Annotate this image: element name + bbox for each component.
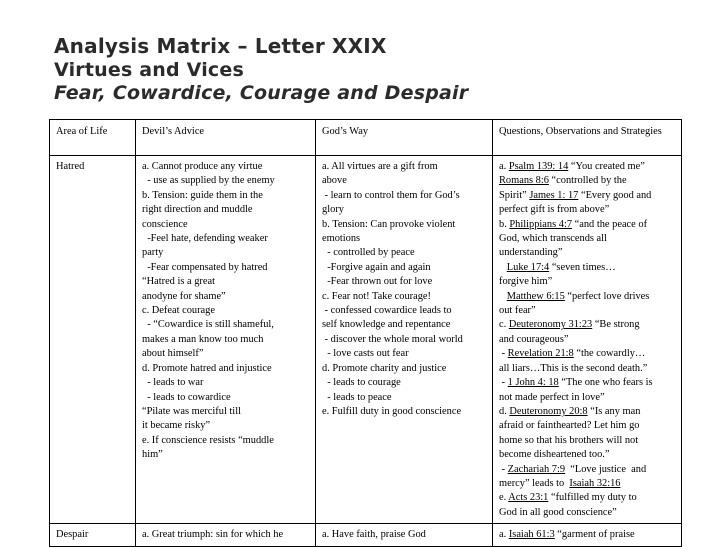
cell-line: e. Fulfill duty in good conscience [322, 405, 462, 417]
cell-line: d. Promote hatred and injustice [142, 362, 272, 374]
cell-text: “Every good and [578, 189, 652, 201]
analysis-matrix-table [49, 119, 682, 547]
cell-line: right direction and muddle [142, 204, 253, 216]
cell-text: Spirit” [499, 189, 530, 201]
cell-line: - love casts out fear [322, 348, 409, 360]
cell-text: - [499, 348, 508, 360]
cell-line [499, 218, 677, 232]
god-cell [316, 156, 493, 524]
cell-line [499, 506, 677, 520]
cell-text: mercy” leads to [499, 477, 570, 489]
cell-line: e. If conscience resists “muddle [142, 434, 274, 446]
cell-line [499, 434, 677, 448]
cell-text: - [499, 463, 508, 475]
cell-text: “You created me” [568, 161, 645, 172]
cell-text: “garment of praise [554, 529, 635, 541]
cell-line [499, 347, 677, 361]
scripture-reference: Acts 23:1 [508, 492, 549, 504]
cell-text: “perfect love drives [564, 290, 650, 302]
cell-text: e. [499, 492, 509, 504]
area-cell: Hatred [50, 156, 136, 524]
cell-text: “the cowardly… [573, 348, 646, 360]
cell-line: self knowledge and repentance [322, 319, 451, 331]
scripture-reference: James 1: 17 [529, 189, 579, 201]
cell-line [499, 203, 677, 217]
cell-line [499, 362, 677, 376]
scripture-reference: Zachariah 7:9 [507, 463, 566, 475]
scripture-reference: Luke 17:4 [506, 261, 550, 273]
cell-text: “The one who fears is [558, 377, 653, 389]
cell-text: “and the peace of [572, 218, 648, 230]
cell-line: -Fear thrown out for love [322, 276, 433, 288]
cell-text: perfect gift is from above” [499, 204, 610, 216]
cell-line [499, 333, 677, 347]
cell-text: afraid or fainthearted? Let him go [499, 420, 640, 432]
cell-line: “Pilate was merciful till [142, 405, 241, 417]
cell-line [499, 376, 677, 390]
cell-line: -Forgive again and again [322, 261, 431, 273]
cell-text: “Is any man [587, 405, 641, 417]
cell-line: - leads to courage [322, 377, 401, 389]
cell-text: “Love justice and [565, 463, 647, 475]
cell-text: not made perfect in love” [499, 391, 605, 403]
cell-line [499, 261, 677, 275]
cell-line [499, 419, 677, 433]
header-cell-devil: Devil’s Advice [136, 120, 316, 156]
cell-line [499, 174, 677, 188]
scripture-reference: Isaiah 61:3 [508, 529, 555, 541]
cell-text: c. [499, 319, 509, 331]
cell-line [499, 275, 677, 289]
cell-line: - discover the whole moral world [322, 333, 463, 345]
table-row [50, 524, 682, 546]
cell-text: “Be strong [592, 319, 640, 331]
cell-text: God in all good conscience” [499, 506, 617, 518]
scripture-reference: Deuteronomy 31:23 [508, 319, 593, 331]
cell-line: - leads to war [142, 377, 204, 389]
cell-text: “fulfilled my duty to [548, 492, 637, 504]
scripture-reference: 1 John 4: 18 [507, 377, 559, 389]
cell-line: a. All virtues are a gift from [322, 161, 438, 172]
cell-line: d. Promote charity and justice [322, 362, 447, 374]
questions-cell [493, 156, 682, 524]
cell-line: a. Cannot produce any virtue [142, 161, 263, 172]
scripture-reference: Deuteronomy 20:8 [509, 405, 588, 417]
cell-text: understanding” [499, 247, 563, 259]
cell-line [499, 463, 677, 477]
cell-line: a. Have faith, praise God [322, 529, 426, 541]
god-cell [316, 524, 493, 546]
cell-text: “seven times… [549, 261, 616, 273]
scripture-reference: Psalm 139: 14 [508, 161, 569, 172]
cell-line: about himself” [142, 348, 204, 360]
cell-line: emotions [322, 233, 361, 245]
cell-line [499, 477, 677, 491]
page-title: Analysis Matrix – Letter XXIX [54, 34, 387, 58]
cell-line: - use as supplied by the enemy [142, 175, 275, 187]
cell-line: - “Cowardice is still shameful, [142, 319, 274, 331]
cell-line [499, 448, 677, 462]
cell-line: “Hatred is a great [142, 276, 215, 288]
cell-text: out fear” [499, 305, 536, 317]
cell-line [499, 491, 677, 505]
cell-line: it became risky” [142, 420, 211, 432]
cell-line: -Feel hate, defending weaker [142, 233, 268, 245]
cell-line [499, 246, 677, 260]
page-topic: Fear, Cowardice, Courage and Despair [54, 82, 469, 104]
cell-line: conscience [142, 218, 188, 230]
cell-line: - leads to peace [322, 391, 392, 403]
cell-text: a. [499, 161, 509, 172]
table-row [50, 156, 682, 524]
cell-line: glory [322, 204, 344, 216]
cell-text: become disheartened too.” [499, 449, 610, 461]
cell-line [499, 232, 677, 246]
scripture-reference: Isaiah 32:16 [569, 477, 621, 489]
questions-cell [493, 524, 682, 546]
cell-text: - [499, 377, 508, 389]
cell-line: - learn to control them for God’s [322, 189, 460, 201]
cell-line [499, 528, 677, 542]
cell-text [499, 291, 507, 302]
header-cell-questions: Questions, Observations and Strategies [493, 120, 682, 156]
cell-line: c. Defeat courage [142, 305, 215, 317]
scripture-reference: Romans 8:6 [499, 175, 549, 187]
cell-line: -Fear compensated by hatred [142, 261, 268, 273]
table-header-row [50, 120, 682, 156]
cell-text: d. [499, 405, 510, 417]
cell-line: - confessed cowardice leads to [322, 305, 452, 317]
cell-line: - leads to cowardice [142, 391, 231, 403]
cell-line: makes a man know too much [142, 333, 264, 345]
cell-text: home so that his brothers will not [499, 434, 639, 446]
area-cell: Despair [50, 524, 136, 546]
scripture-reference: Revelation 21:8 [507, 348, 574, 360]
cell-text: all liars…This is the second death.” [499, 362, 648, 374]
cell-line [499, 290, 677, 304]
cell-line: a. Great triumph: sin for which he [142, 529, 284, 541]
cell-text: “controlled by the [548, 175, 627, 187]
scripture-reference: Matthew 6:15 [506, 290, 565, 302]
title-block [54, 33, 694, 105]
cell-line [499, 391, 677, 405]
cell-text: God, which transcends all [499, 233, 607, 245]
cell-text [499, 262, 507, 273]
cell-line: b. Tension: Can provoke violent [322, 218, 456, 230]
cell-line [499, 189, 677, 203]
cell-text: and courageous” [499, 333, 569, 345]
scripture-reference: Philippians 4:7 [509, 218, 573, 230]
header-cell-god: God’s Way [316, 120, 493, 156]
devil-cell [136, 156, 316, 524]
cell-line: anodyne for shame” [142, 290, 226, 302]
cell-line: him” [142, 449, 163, 461]
cell-line [499, 405, 677, 419]
cell-line: above [322, 175, 347, 187]
cell-text: a. [499, 529, 509, 541]
cell-line: - controlled by peace [322, 247, 415, 259]
cell-text: b. [499, 218, 510, 230]
cell-line [499, 304, 677, 318]
cell-line: party [142, 247, 164, 259]
header-cell-area: Area of Life [50, 120, 136, 156]
cell-line [499, 160, 677, 174]
devil-cell [136, 524, 316, 546]
cell-line: c. Fear not! Take courage! [322, 290, 431, 302]
cell-line: b. Tension: guide them in the [142, 189, 263, 201]
page-subtitle: Virtues and Vices [54, 59, 244, 81]
cell-line [499, 318, 677, 332]
cell-text: forgive him” [499, 276, 553, 288]
